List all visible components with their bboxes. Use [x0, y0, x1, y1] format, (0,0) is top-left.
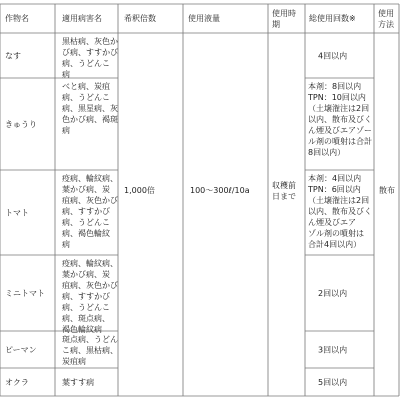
disease-line: 疽病、灰色かび [62, 281, 118, 290]
disease-line: 炭疽病 [62, 357, 86, 366]
dilution-value: 1,000倍 [124, 186, 155, 195]
disease-line: 病 [62, 126, 70, 135]
disease-line: 病、すすかび [62, 207, 111, 216]
disease-line: 疫病、輪紋病、 [62, 174, 118, 183]
disease-line: 色かび病、褐斑 [62, 115, 118, 124]
disease-line: べと病、炭疽 [62, 82, 110, 91]
disease-line: 疫病、輪紋病、 [62, 259, 118, 268]
header-total-uses: 総使用回数※ [309, 14, 356, 23]
timing-value-line2: 日まで [272, 192, 296, 201]
method-value: 散布 [379, 186, 395, 195]
header-method-line2: 方法 [378, 20, 394, 29]
header-disease: 適用病害名 [62, 14, 102, 23]
crop-name: ピーマン [5, 345, 37, 355]
total-uses-value: 2回以内 [318, 289, 348, 298]
total-uses-line: 合計4回以内） [308, 240, 362, 249]
crop-name: トマト [5, 208, 29, 218]
total-uses-line: ゾル剤の噴射は [308, 229, 364, 238]
total-uses-line: （土壌潅注は2回 [308, 104, 370, 113]
total-uses-line: 以内、散布及びく [308, 207, 372, 216]
disease-line: 葉すす病 [62, 378, 95, 387]
disease-line: 褐色輪紋病 [62, 325, 102, 334]
crop-name: ミニトマト [5, 289, 45, 298]
timing-value-line1: 収穫前 [272, 181, 296, 190]
disease-line: 葉かび病、炭 [62, 185, 110, 194]
disease-line: 病、うどんこ [62, 93, 110, 102]
disease-line: 病 [62, 70, 70, 79]
total-uses-line: ん煙及びエア [308, 218, 356, 227]
disease-line: 病、すすかび [62, 292, 111, 301]
header-crop: 作物名 [5, 14, 29, 23]
header-dilution: 希釈倍数 [124, 14, 156, 23]
total-uses-line: ル剤の噴射は合計 [308, 137, 372, 146]
disease-line: 病、褐色輪紋 [62, 229, 110, 238]
total-uses-line: 本剤：4回以内 [308, 174, 362, 183]
total-uses-line: TPN：10回以内 [308, 93, 366, 102]
total-uses-line: 以内、散布及びく [308, 115, 372, 124]
crop-name: オクラ [5, 378, 29, 387]
total-uses-line: TPN：6回以内 [308, 185, 361, 194]
total-uses-value: 3回以内 [318, 345, 348, 355]
disease-line: 斑点病、うどん [62, 335, 118, 344]
total-uses-value: 5回以内 [318, 378, 348, 387]
crop-name: なす [5, 51, 21, 61]
disease-line: び病、すすかび [62, 48, 119, 57]
table-header [5, 8, 395, 29]
header-timing-line1: 使用時 [272, 9, 296, 18]
disease-line: 病、黒星病、灰 [62, 104, 118, 113]
disease-line: 病、うどんこ [62, 59, 110, 68]
table-body [5, 36, 372, 387]
total-uses-line: 8回以内） [308, 148, 346, 157]
disease-line: 病 [62, 240, 70, 249]
disease-line: 疽病、灰色かび [62, 196, 118, 205]
header-volume: 使用液量 [188, 14, 220, 23]
disease-line: 黒枯病、灰色か [62, 37, 118, 46]
disease-line: 病、うどんこ [62, 218, 110, 227]
disease-line: 病、斑点病、 [62, 314, 110, 323]
crop-name: きゅうり [5, 120, 37, 129]
volume-value: 100～300ℓ/10a [190, 186, 250, 195]
header-method-line1: 使用 [378, 9, 394, 18]
total-uses-line: 本剤：8回以内 [308, 82, 362, 91]
total-uses-line: ん煙及びエアゾー [308, 126, 372, 135]
header-timing-line2: 期 [272, 20, 280, 29]
disease-line: こ病、黒枯病、 [62, 346, 118, 355]
total-uses-line: （土壌潅注は2回 [308, 196, 370, 205]
disease-line: 病、うどんこ [62, 303, 110, 312]
disease-line: 葉かび病、炭 [62, 270, 110, 279]
total-uses-value: 4回以内 [318, 51, 348, 61]
